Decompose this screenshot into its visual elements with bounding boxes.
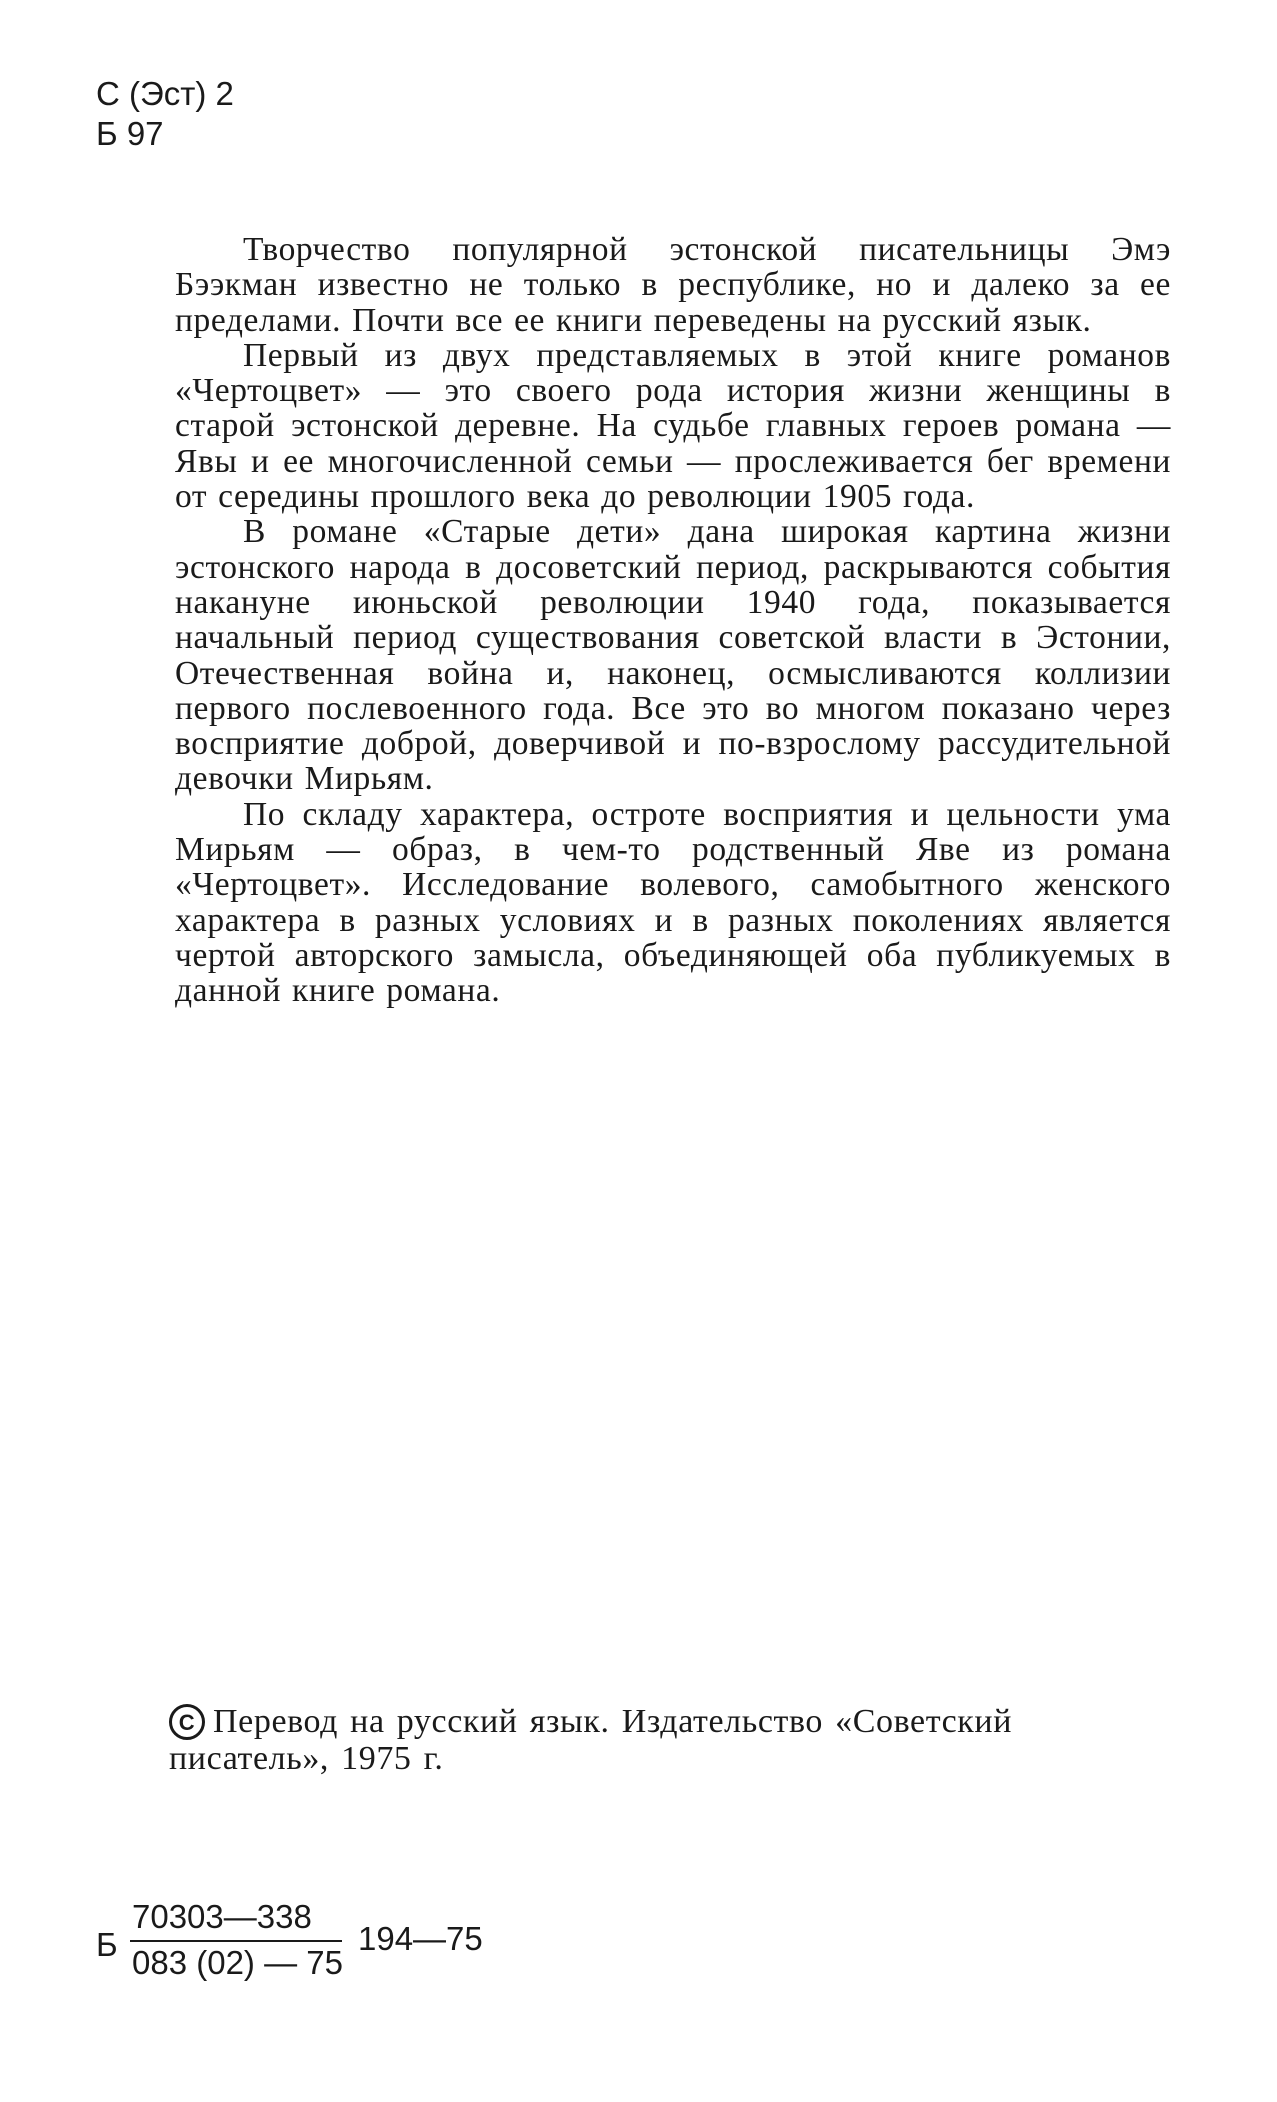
classification-code: [96, 74, 234, 154]
annotation-paragraph-2: Первый из двух представляемых в этой книге романов «Чертоцвет» — это своего рода история жизни женщины в старой эстонской деревне. На судьбе главных героев романа — Явы и ее многочисленной семьи — прослеживается бег времени от середины прошлого века до революции 1905 года.: [175, 336, 1171, 516]
classification-line-2: Б 97: [96, 115, 164, 152]
index-letter: Б: [96, 1926, 118, 1963]
index-fraction-line: [130, 1940, 342, 1942]
copyright-icon: C: [169, 1704, 205, 1740]
index-order-number: 194—75: [358, 1920, 483, 1957]
copyright-notice: [169, 1703, 1169, 1777]
index-denominator: 083 (02) — 75: [132, 1944, 343, 1981]
annotation-paragraph-1: Творчество популярной эстонской писательницы Эмэ Бээкман известно не только в республике, но и далеко за ее пределами. Почти все ее книги переведены на русский язык.: [175, 231, 1171, 339]
index-numerator: 70303—338: [132, 1898, 312, 1935]
copyright-text: Перевод на русский язык. Издательство «Советский писатель», 1975 г.: [169, 1703, 1013, 1777]
annotation-paragraph-3: В романе «Старые дети» дана широкая картина жизни эстонского народа в досоветский период, раскрываются события накануне июньской революции 1940 года, показывается начальный период существования советской власти в Эстонии, Отечественная война и, наконец, осмысливаются коллизии первого послевоенного года. Все это во многом показано через восприятие доброй, доверчивой и по-взрослому рассудительной девочки Мирьям.: [175, 513, 1171, 798]
publication-index: [96, 1898, 516, 1988]
classification-line-1: С (Эст) 2: [96, 75, 234, 112]
annotation-text: [175, 232, 1171, 1009]
annotation-paragraph-4: По складу характера, остроте восприятия и цельности ума Мирьям — образ, в чем-то родственный Яве из романа «Чертоцвет». Исследование волевого, самобытного женского характера в разных условиях и в разных поколениях является чертой авторского замысла, объединяющей оба публикуемых в данной книге романа.: [175, 795, 1171, 1010]
